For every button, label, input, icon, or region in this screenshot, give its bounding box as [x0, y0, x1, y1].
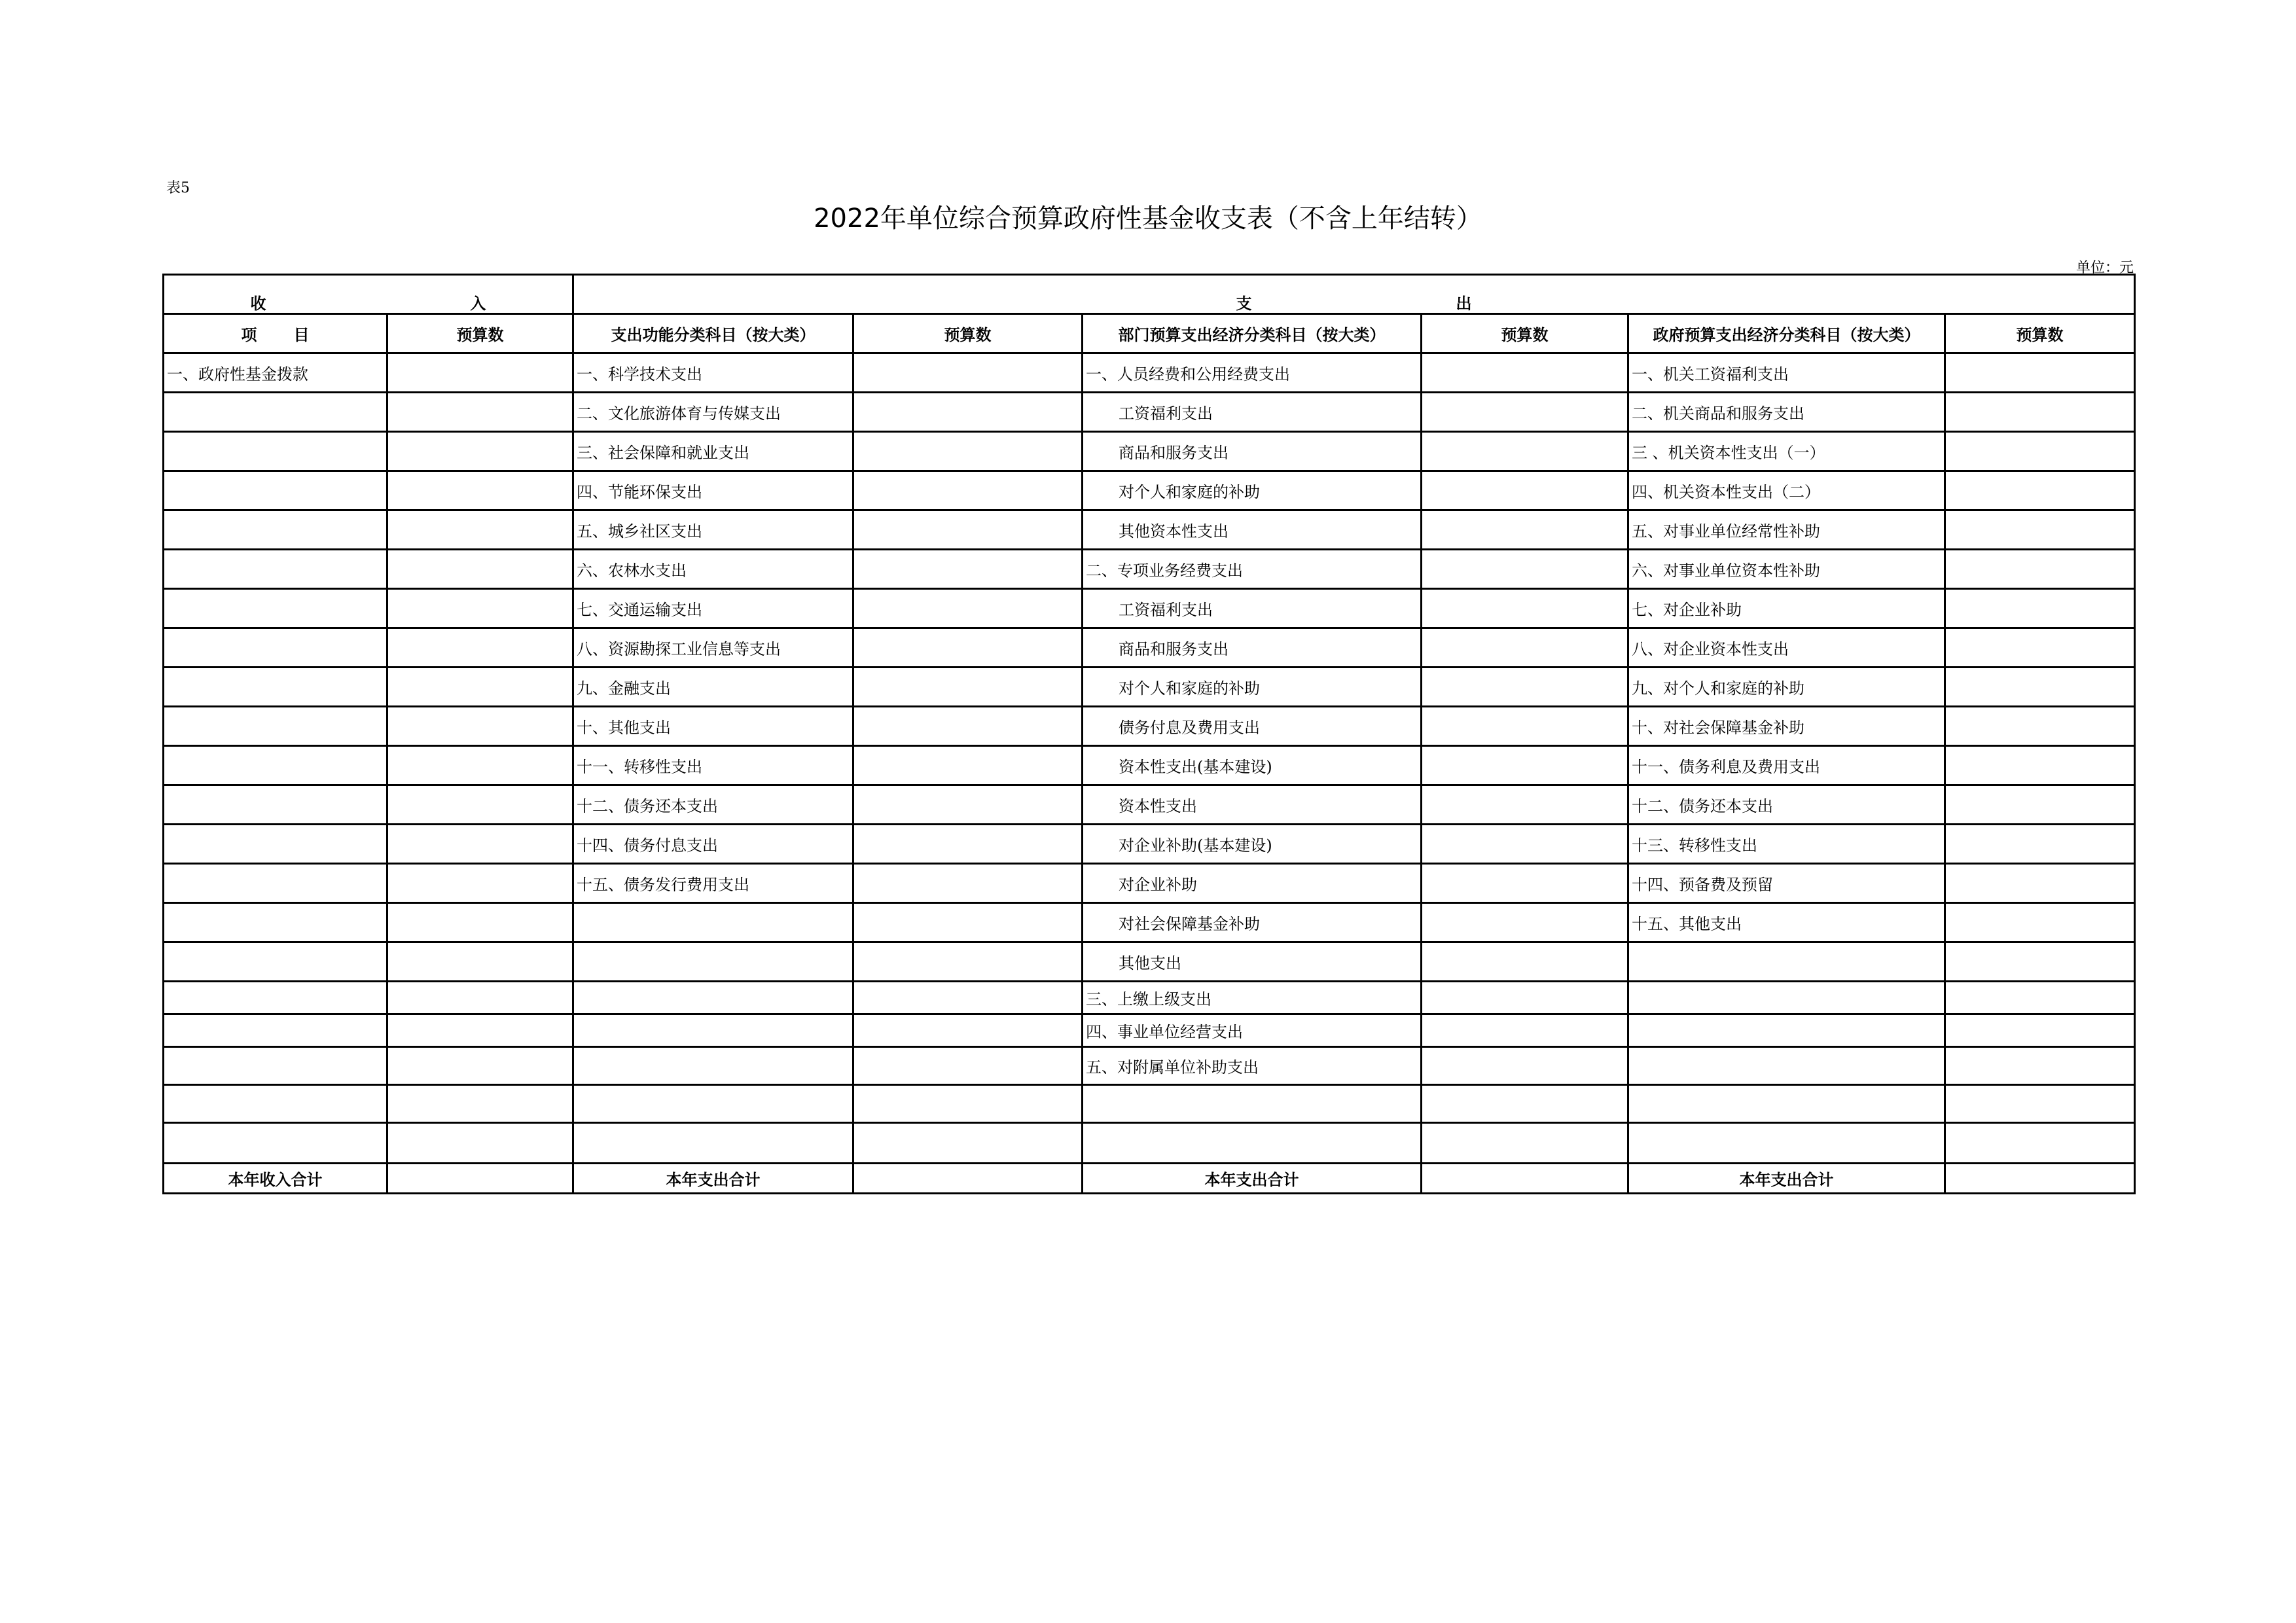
dept-budget-cell — [1422, 1014, 1628, 1047]
col-header-func-category: 支出功能分类科目（按大类） — [573, 314, 853, 353]
table-row — [164, 432, 2135, 471]
dept-budget-cell — [1422, 785, 1628, 825]
dept-category-cell: 商品和服务支出 — [1083, 432, 1422, 471]
func-budget-cell — [853, 903, 1083, 942]
table-row — [164, 353, 2135, 393]
income-budget-cell — [387, 707, 573, 746]
total-func-value — [853, 1164, 1083, 1194]
func-budget-cell — [853, 353, 1083, 393]
func-budget-cell — [853, 1085, 1083, 1123]
group-header-row — [164, 275, 2135, 314]
gov-category-cell: 十、对社会保障基金补助 — [1628, 707, 1945, 746]
gov-budget-cell — [1945, 1085, 2135, 1123]
income-budget-cell — [387, 393, 573, 432]
func-budget-cell — [853, 864, 1083, 903]
column-header-row — [164, 314, 2135, 353]
expense-group-header — [573, 275, 2135, 314]
totals-row — [164, 1164, 2135, 1194]
gov-budget-cell — [1945, 982, 2135, 1014]
func-budget-cell — [853, 942, 1083, 982]
func-category-cell: 十四、债务付息支出 — [573, 825, 853, 864]
income-item-cell — [164, 510, 387, 550]
total-dept-label: 本年支出合计 — [1083, 1164, 1422, 1194]
func-category-cell: 四、节能环保支出 — [573, 471, 853, 510]
gov-category-cell: 八、对企业资本性支出 — [1628, 628, 1945, 668]
income-budget-cell — [387, 550, 573, 589]
gov-category-cell — [1628, 1014, 1945, 1047]
func-category-cell: 一、科学技术支出 — [573, 353, 853, 393]
dept-budget-cell — [1422, 550, 1628, 589]
func-budget-cell — [853, 510, 1083, 550]
col-header-gov-budget: 预算数 — [1945, 314, 2135, 353]
func-category-cell — [573, 942, 853, 982]
income-item-cell — [164, 746, 387, 785]
func-budget-cell — [853, 628, 1083, 668]
gov-category-cell: 十三、转移性支出 — [1628, 825, 1945, 864]
func-category-cell — [573, 1123, 853, 1164]
dept-budget-cell — [1422, 942, 1628, 982]
func-category-cell: 十二、债务还本支出 — [573, 785, 853, 825]
table-row — [164, 1085, 2135, 1123]
dept-budget-cell — [1422, 589, 1628, 628]
func-category-cell: 十五、债务发行费用支出 — [573, 864, 853, 903]
gov-budget-cell — [1945, 1123, 2135, 1164]
col-header-gov-category: 政府预算支出经济分类科目（按大类） — [1628, 314, 1945, 353]
table-row — [164, 393, 2135, 432]
func-budget-cell — [853, 825, 1083, 864]
func-budget-cell — [853, 707, 1083, 746]
col-header-dept-category: 部门预算支出经济分类科目（按大类） — [1083, 314, 1422, 353]
gov-budget-cell — [1945, 864, 2135, 903]
income-item-cell: 一、政府性基金拨款 — [164, 353, 387, 393]
dept-category-cell: 对个人和家庭的补助 — [1083, 471, 1422, 510]
dept-budget-cell — [1422, 746, 1628, 785]
gov-budget-cell — [1945, 825, 2135, 864]
dept-category-cell: 其他支出 — [1083, 942, 1422, 982]
income-budget-cell — [387, 864, 573, 903]
gov-budget-cell — [1945, 589, 2135, 628]
income-budget-cell — [387, 353, 573, 393]
table-row — [164, 785, 2135, 825]
gov-budget-cell — [1945, 1047, 2135, 1085]
dept-budget-cell — [1422, 353, 1628, 393]
func-category-cell: 八、资源勘探工业信息等支出 — [573, 628, 853, 668]
dept-budget-cell — [1422, 1085, 1628, 1123]
col-header-item-char-1: 项 — [241, 326, 257, 344]
dept-category-cell: 资本性支出(基本建设) — [1083, 746, 1422, 785]
gov-budget-cell — [1945, 393, 2135, 432]
dept-category-cell: 债务付息及费用支出 — [1083, 707, 1422, 746]
func-category-cell — [573, 1085, 853, 1123]
gov-category-cell: 五、对事业单位经常性补助 — [1628, 510, 1945, 550]
func-category-cell: 二、文化旅游体育与传媒支出 — [573, 393, 853, 432]
table-row — [164, 510, 2135, 550]
income-budget-cell — [387, 628, 573, 668]
gov-budget-cell — [1945, 903, 2135, 942]
dept-budget-cell — [1422, 825, 1628, 864]
gov-budget-cell — [1945, 1014, 2135, 1047]
income-item-cell — [164, 589, 387, 628]
table-row — [164, 1047, 2135, 1085]
func-budget-cell — [853, 1123, 1083, 1164]
income-item-cell — [164, 982, 387, 1014]
income-budget-cell — [387, 668, 573, 707]
gov-category-cell — [1628, 982, 1945, 1014]
func-budget-cell — [853, 746, 1083, 785]
income-item-cell — [164, 668, 387, 707]
gov-category-cell: 三 、机关资本性支出（一） — [1628, 432, 1945, 471]
table-row — [164, 628, 2135, 668]
table-row — [164, 982, 2135, 1014]
total-gov-label: 本年支出合计 — [1628, 1164, 1945, 1194]
dept-budget-cell — [1422, 707, 1628, 746]
func-budget-cell — [853, 1014, 1083, 1047]
dept-budget-cell — [1422, 510, 1628, 550]
dept-budget-cell — [1422, 432, 1628, 471]
income-budget-cell — [387, 785, 573, 825]
dept-category-cell: 对企业补助 — [1083, 864, 1422, 903]
func-category-cell: 七、交通运输支出 — [573, 589, 853, 628]
income-header-char-1: 收 — [250, 294, 266, 313]
func-category-cell: 十一、转移性支出 — [573, 746, 853, 785]
table-row — [164, 471, 2135, 510]
func-category-cell: 九、金融支出 — [573, 668, 853, 707]
dept-category-cell: 一、人员经费和公用经费支出 — [1083, 353, 1422, 393]
dept-budget-cell — [1422, 628, 1628, 668]
col-header-dept-budget: 预算数 — [1422, 314, 1628, 353]
dept-category-cell: 工资福利支出 — [1083, 589, 1422, 628]
income-budget-cell — [387, 942, 573, 982]
gov-category-cell: 九、对个人和家庭的补助 — [1628, 668, 1945, 707]
func-budget-cell — [853, 550, 1083, 589]
dept-category-cell: 资本性支出 — [1083, 785, 1422, 825]
dept-budget-cell — [1422, 668, 1628, 707]
table-number: 表5 — [166, 180, 190, 196]
gov-category-cell: 十五、其他支出 — [1628, 903, 1945, 942]
func-category-cell — [573, 982, 853, 1014]
income-item-cell — [164, 1014, 387, 1047]
func-category-cell: 十、其他支出 — [573, 707, 853, 746]
table-row — [164, 668, 2135, 707]
income-item-cell — [164, 628, 387, 668]
func-budget-cell — [853, 393, 1083, 432]
dept-budget-cell — [1422, 471, 1628, 510]
dept-category-cell: 对企业补助(基本建设) — [1083, 825, 1422, 864]
income-budget-cell — [387, 1123, 573, 1164]
table-row — [164, 707, 2135, 746]
gov-budget-cell — [1945, 471, 2135, 510]
table-row — [164, 746, 2135, 785]
budget-table — [162, 274, 2136, 1194]
dept-budget-cell — [1422, 1047, 1628, 1085]
dept-category-cell: 工资福利支出 — [1083, 393, 1422, 432]
income-item-cell — [164, 432, 387, 471]
dept-budget-cell — [1422, 1123, 1628, 1164]
dept-budget-cell — [1422, 982, 1628, 1014]
dept-category-cell: 三、上缴上级支出 — [1083, 982, 1422, 1014]
expense-header-char-2: 出 — [1456, 294, 1472, 313]
unit-label: 单位：元 — [2075, 260, 2134, 276]
dept-category-cell — [1083, 1085, 1422, 1123]
table-row — [164, 942, 2135, 982]
func-category-cell: 三、社会保障和就业支出 — [573, 432, 853, 471]
gov-budget-cell — [1945, 746, 2135, 785]
func-category-cell: 五、城乡社区支出 — [573, 510, 853, 550]
income-item-cell — [164, 471, 387, 510]
col-header-income-budget: 预算数 — [387, 314, 573, 353]
func-budget-cell — [853, 982, 1083, 1014]
dept-budget-cell — [1422, 903, 1628, 942]
income-budget-cell — [387, 825, 573, 864]
income-budget-cell — [387, 589, 573, 628]
gov-category-cell: 十二、债务还本支出 — [1628, 785, 1945, 825]
dept-category-cell: 对个人和家庭的补助 — [1083, 668, 1422, 707]
gov-budget-cell — [1945, 432, 2135, 471]
income-item-cell — [164, 785, 387, 825]
table-row — [164, 1014, 2135, 1047]
func-category-cell — [573, 1047, 853, 1085]
table-row — [164, 1123, 2135, 1164]
income-item-cell — [164, 550, 387, 589]
income-item-cell — [164, 1085, 387, 1123]
total-func-label: 本年支出合计 — [573, 1164, 853, 1194]
gov-budget-cell — [1945, 353, 2135, 393]
gov-budget-cell — [1945, 785, 2135, 825]
func-category-cell: 六、农林水支出 — [573, 550, 853, 589]
income-budget-cell — [387, 432, 573, 471]
func-category-cell — [573, 1014, 853, 1047]
gov-budget-cell — [1945, 707, 2135, 746]
income-item-cell — [164, 942, 387, 982]
income-item-cell — [164, 707, 387, 746]
gov-category-cell — [1628, 1123, 1945, 1164]
dept-category-cell: 其他资本性支出 — [1083, 510, 1422, 550]
income-budget-cell — [387, 746, 573, 785]
gov-budget-cell — [1945, 550, 2135, 589]
dept-category-cell: 商品和服务支出 — [1083, 628, 1422, 668]
dept-category-cell: 五、对附属单位补助支出 — [1083, 1047, 1422, 1085]
gov-budget-cell — [1945, 628, 2135, 668]
func-budget-cell — [853, 432, 1083, 471]
gov-category-cell — [1628, 942, 1945, 982]
func-budget-cell — [853, 785, 1083, 825]
income-item-cell — [164, 903, 387, 942]
income-budget-cell — [387, 1014, 573, 1047]
gov-category-cell: 十一、债务利息及费用支出 — [1628, 746, 1945, 785]
dept-category-cell: 对社会保障基金补助 — [1083, 903, 1422, 942]
table-row — [164, 903, 2135, 942]
total-income-value — [387, 1164, 573, 1194]
col-header-item-char-2: 目 — [293, 326, 310, 344]
page-title: 2022年单位综合预算政府性基金收支表（不含上年结转） — [814, 204, 1482, 234]
gov-category-cell: 四、机关资本性支出（二） — [1628, 471, 1945, 510]
gov-category-cell — [1628, 1047, 1945, 1085]
col-header-item — [164, 314, 387, 353]
income-budget-cell — [387, 982, 573, 1014]
table-row — [164, 589, 2135, 628]
income-item-cell — [164, 1047, 387, 1085]
gov-budget-cell — [1945, 510, 2135, 550]
income-item-cell — [164, 1123, 387, 1164]
expense-header-char-1: 支 — [1236, 294, 1252, 313]
income-budget-cell — [387, 1085, 573, 1123]
func-budget-cell — [853, 668, 1083, 707]
total-income-label: 本年收入合计 — [164, 1164, 387, 1194]
income-budget-cell — [387, 1047, 573, 1085]
gov-budget-cell — [1945, 668, 2135, 707]
dept-category-cell: 二、专项业务经费支出 — [1083, 550, 1422, 589]
gov-category-cell: 七、对企业补助 — [1628, 589, 1945, 628]
gov-category-cell: 十四、预备费及预留 — [1628, 864, 1945, 903]
income-group-header — [164, 275, 573, 314]
income-item-cell — [164, 393, 387, 432]
dept-budget-cell — [1422, 864, 1628, 903]
col-header-func-budget: 预算数 — [853, 314, 1083, 353]
func-budget-cell — [853, 471, 1083, 510]
dept-budget-cell — [1422, 393, 1628, 432]
func-budget-cell — [853, 1047, 1083, 1085]
income-item-cell — [164, 825, 387, 864]
table-row — [164, 550, 2135, 589]
gov-category-cell: 六、对事业单位资本性补助 — [1628, 550, 1945, 589]
income-budget-cell — [387, 510, 573, 550]
income-budget-cell — [387, 903, 573, 942]
gov-category-cell — [1628, 1085, 1945, 1123]
dept-category-cell: 四、事业单位经营支出 — [1083, 1014, 1422, 1047]
func-category-cell — [573, 903, 853, 942]
total-gov-value — [1945, 1164, 2135, 1194]
table-row — [164, 825, 2135, 864]
gov-category-cell: 二、机关商品和服务支出 — [1628, 393, 1945, 432]
income-budget-cell — [387, 471, 573, 510]
income-item-cell — [164, 864, 387, 903]
gov-budget-cell — [1945, 942, 2135, 982]
table-row — [164, 864, 2135, 903]
total-dept-value — [1422, 1164, 1628, 1194]
dept-category-cell — [1083, 1123, 1422, 1164]
func-budget-cell — [853, 589, 1083, 628]
gov-category-cell: 一、机关工资福利支出 — [1628, 353, 1945, 393]
income-header-char-2: 入 — [470, 294, 486, 313]
